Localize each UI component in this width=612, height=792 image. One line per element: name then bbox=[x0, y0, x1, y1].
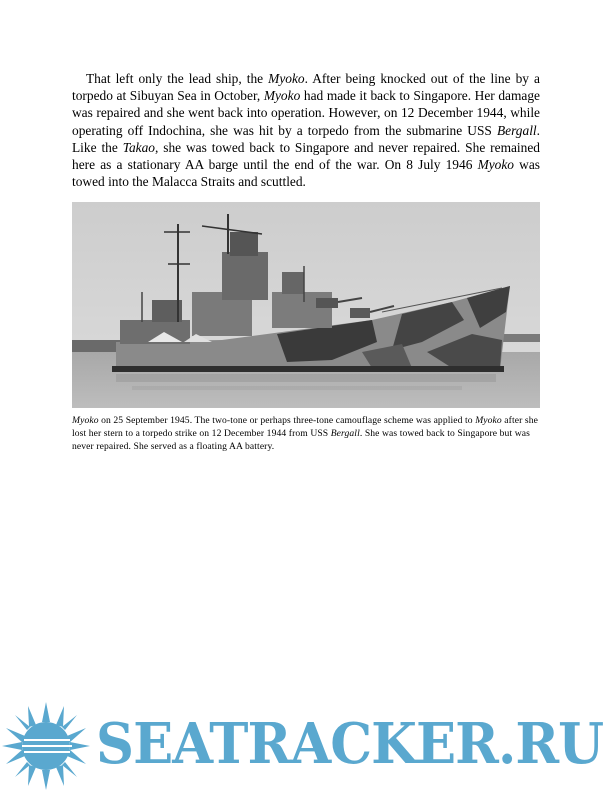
paragraph-text: . Like the bbox=[72, 122, 540, 155]
ship-name: Bergall bbox=[330, 428, 360, 439]
ship-photo bbox=[72, 202, 540, 408]
paragraph-text: . After being knocked out of the line by a torpedo at Sibuyan Sea in October, bbox=[72, 71, 540, 104]
ship-photo-illustration bbox=[72, 202, 540, 408]
ship-name: Myoko bbox=[477, 157, 514, 173]
caption-text: . She was towed back to Singapore but was never repaired. She served as a floating AA battery. bbox=[72, 428, 530, 452]
ship-name: Myoko bbox=[475, 415, 502, 426]
body-paragraph bbox=[72, 70, 540, 190]
caption-text: after she lost her stern to a torpedo strike on 12 December 1944 from USS bbox=[72, 415, 538, 439]
caption-text: on 25 September 1945. The two-tone or perhaps three-tone camouflage scheme was applied to bbox=[98, 415, 476, 426]
photo-caption bbox=[72, 414, 542, 453]
paragraph-text: had made it back to Singapore. Her damage was repaired and she went back into operation. However, on 12 December 1944, while operating off Indochina, she was hit by a torpedo from the submarine USS bbox=[72, 88, 540, 138]
ship-name: Takao bbox=[122, 139, 155, 155]
ship-name: Bergall bbox=[496, 122, 537, 138]
watermark-text: SEATRACKER.RU bbox=[96, 711, 604, 777]
ship-name: Myoko bbox=[268, 71, 305, 86]
paragraph-text: was towed into the Malacca Straits and scuttled. bbox=[72, 157, 540, 190]
ship-name: Myoko bbox=[263, 88, 301, 104]
ship-name: Myoko bbox=[72, 415, 99, 426]
sun-icon bbox=[0, 700, 100, 792]
paragraph-text: , she was towed back to Singapore and never repaired. She remained here as a stationary AA barge until the end of the war. On 8 July 1946 bbox=[72, 139, 540, 173]
paragraph-text: That left only the lead ship, the bbox=[86, 71, 269, 86]
